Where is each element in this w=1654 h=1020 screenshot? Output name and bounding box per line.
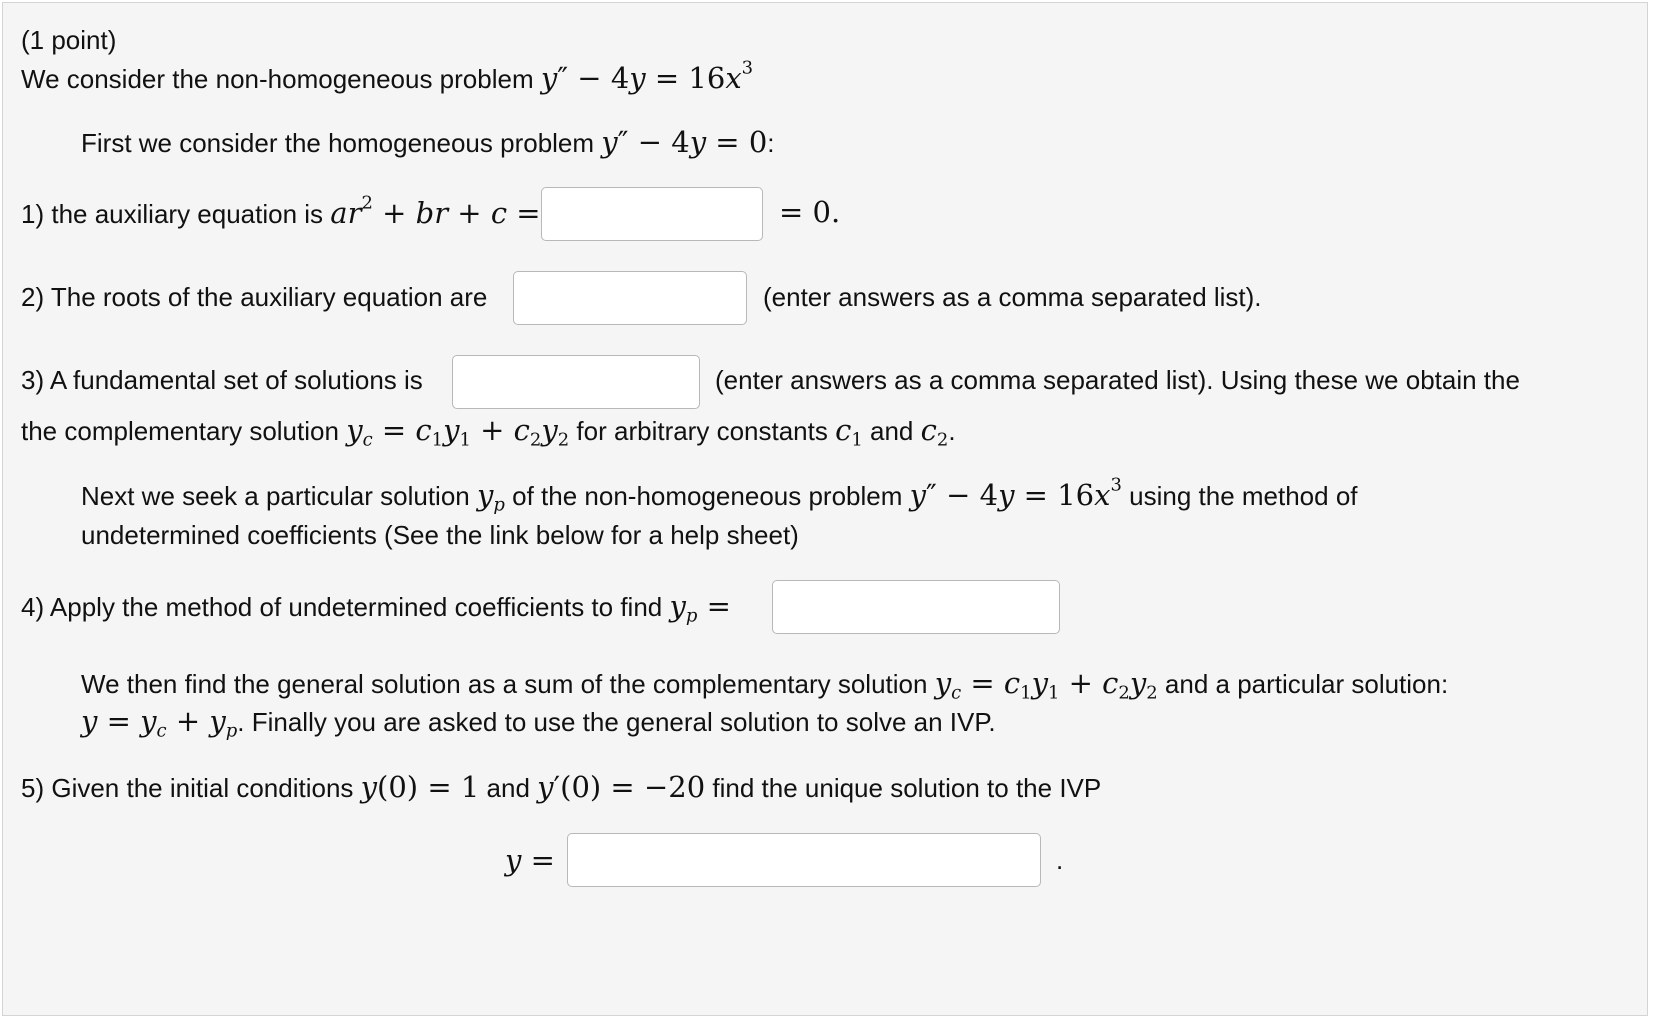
q2-note: (enter answers as a comma separated list).	[763, 282, 1262, 312]
complementary-solution-formula: $y_c = c_1y_1 + c_2y_2$	[346, 413, 570, 451]
initial-condition-2: y′(0) = −20	[537, 770, 706, 804]
intro-text: We consider the non-homogeneous problem $y'' - 4y = 16x^3$	[21, 57, 754, 95]
q5-label: 5) Given the initial conditions y(0) = 1 and y′(0) = −20 find the unique solution to the IVP	[21, 770, 1102, 804]
q1-suffix: = 0.	[779, 195, 841, 229]
q3-answer-input[interactable]	[452, 355, 700, 409]
q3-label: 3) A fundamental set of solutions is	[21, 365, 423, 395]
q1-answer-input[interactable]	[541, 187, 763, 241]
general-text-line1: We then find the general solution as a sum of the complementary solution $y_c = c_1y_1 + c_2y_2$ and a particular solution:	[81, 666, 1449, 704]
q5-answer-input[interactable]	[567, 833, 1041, 887]
q1-label: 1) the auxiliary equation is $ar^2$ + br + c =	[21, 192, 541, 230]
homogeneous-equation: y″ − 4y = 0	[601, 125, 768, 159]
points-label: (1 point)	[21, 25, 117, 55]
q2-answer-input[interactable]	[513, 271, 747, 325]
q4-yp-symbol: $y_p$ =	[669, 589, 731, 627]
problem-panel	[2, 2, 1648, 1016]
q4-answer-input[interactable]	[772, 580, 1060, 634]
q4-label: 4) Apply the method of undetermined coefficients to find $y_p$ =	[21, 589, 731, 627]
general-solution-formula: $y = y_c + y_p$	[81, 704, 238, 742]
q1-aux-equation: $ar^2$ + br + c =	[330, 192, 541, 230]
particular-equation: $y'' - 4y = 16x^3$	[909, 474, 1122, 512]
intro-equation: $y'' - 4y = 16x^3$	[540, 57, 754, 95]
particular-text-line2: undetermined coefficients (See the link below for a help sheet)	[81, 520, 799, 550]
general-text-line2: $y = y_c + y_p$. Finally you are asked to use the general solution to solve an IVP.	[81, 704, 996, 742]
q5-y-label: y =	[505, 843, 555, 877]
q3-note: (enter answers as a comma separated list). Using these we obtain the	[715, 365, 1520, 395]
homogeneous-text: First we consider the homogeneous problem y″ − 4y = 0:	[81, 125, 775, 159]
particular-text-line1: Next we seek a particular solution $y_p$ of the non-homogeneous problem $y'' - 4y = 16x^3$ using the method of	[81, 474, 1358, 516]
q2-label: 2) The roots of the auxiliary equation are	[21, 282, 488, 312]
q3-complementary-text: the complementary solution $y_c = c_1y_1 + c_2y_2$ for arbitrary constants $c_1$ and $c_2$.	[21, 413, 956, 451]
q5-period: .	[1056, 845, 1064, 875]
initial-condition-1: y(0) = 1	[360, 770, 480, 804]
